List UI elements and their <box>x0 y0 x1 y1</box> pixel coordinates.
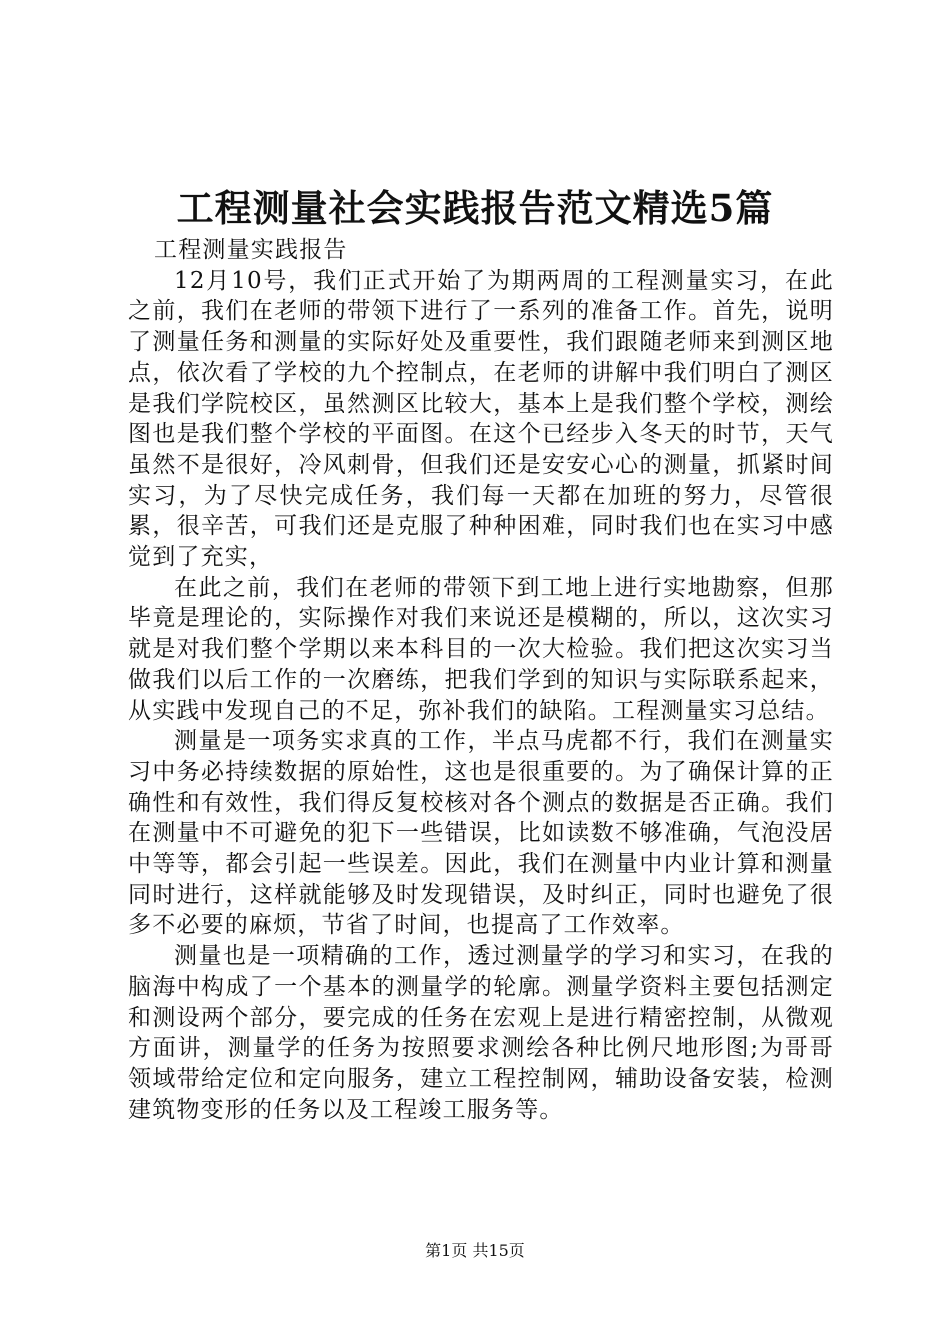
section-subheading: 工程测量实践报告 <box>154 237 348 263</box>
paragraph-1: 12月10号，我们正式开始了为期两周的工程测量实习，在此之前，我们在老师的带领下进行了一系列的准备工作。首先，说明了测量任务和测量的实际好处及重要性，我们跟随老师来到测区地点，依次看了学校的九个控制点，在老师的讲解中我们明白了测区是我们学院校区，虽然测区比较大，基本上是我们整个学校，测绘图也是我们整个学校的平面图。在这个已经步入冬天的时节，天气虽然不是很好，冷风刺骨，但我们还是安安心心的测量，抓紧时间实习，为了尽快完成任务，我们每一天都在加班的努力，尽管很累，很辛苦，可我们还是克服了种种困难，同时我们也在实习中感觉到了充实， <box>128 267 834 571</box>
paragraph-2: 在此之前，我们在老师的带领下到工地上进行实地勘察，但那毕竟是理论的，实际操作对我们来说还是模糊的，所以，这次实习就是对我们整个学期以来本科目的一次大检验。我们把这次实习当做我们以后工作的一次磨练，把我们学到的知识与实际联系起来，从实践中发现自己的不足，弥补我们的缺陷。工程测量实习总结。 <box>128 574 834 724</box>
paragraph-3: 测量是一项务实求真的工作，半点马虎都不行，我们在测量实习中务必持续数据的原始性，这也是很重要的。为了确保计算的正确性和有效性，我们得反复校核对各个测点的数据是否正确。我们在测量中不可避免的犯下一些错误，比如读数不够准确，气泡没居中等等，都会引起一些误差。因此，我们在测量中内业计算和测量同时进行，这样就能够及时发现错误，及时纠正，同时也避免了很多不必要的麻烦，节省了时间，也提高了工作效率。 <box>128 728 834 939</box>
page-footer: 第1页 共15页 <box>425 1241 525 1260</box>
document-title: 工程测量社会实践报告范文精选5篇 <box>176 186 774 230</box>
paragraph-4: 测量也是一项精确的工作，透过测量学的学习和实习，在我的脑海中构成了一个基本的测量学的轮廓。测量学资料主要包括测定和测设两个部分，要完成的任务在宏观上是进行精密控制，从微观方面讲，测量学的任务为按照要求测绘各种比例尺地形图;为哥哥领域带给定位和定向服务，建立工程控制网，辅助设备安装，检测建筑物变形的任务以及工程竣工服务等。 <box>128 943 834 1123</box>
document-body <box>128 235 834 1125</box>
